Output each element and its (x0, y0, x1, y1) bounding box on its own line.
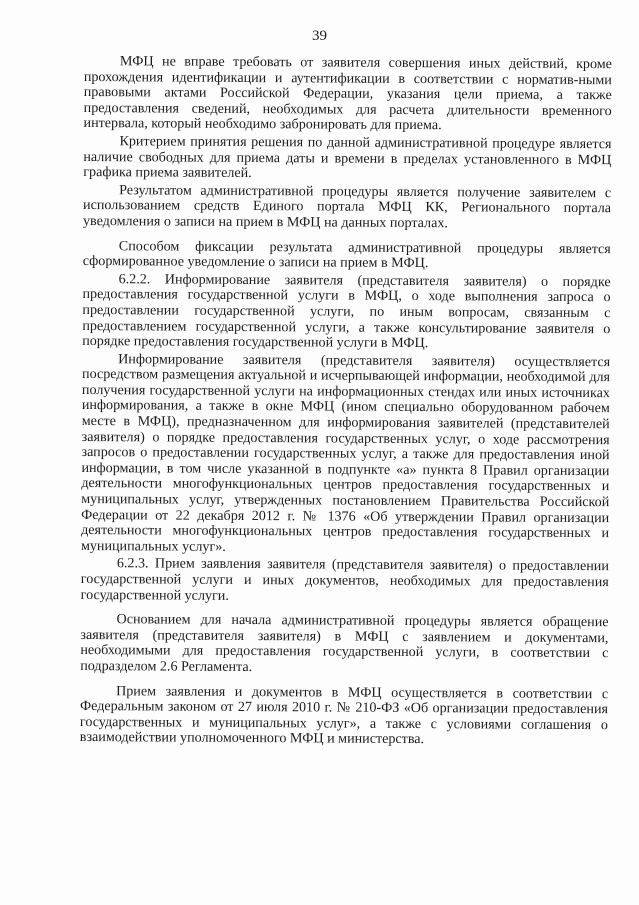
paragraph-result-fixation: Способом фиксации результата административной процедуры является сформированное уведомление о записи на прием в МФЦ. (82, 237, 611, 272)
paragraph-document-acceptance: Прием заявления и документов в МФЦ осуществляется в соответствии с Федеральным законом от 27 июля 2010 г. № 210-ФЗ «Об организации предоставления государственных и муниципальных услуг», а также с условиями соглашения о взаимодействии уполномоченного МФЦ и министерства. (79, 682, 609, 748)
paragraph-procedure-result: Результатом административной процедуры является получение заявителем с использованием средств Единого портала МФЦ КК, Регионального портала уведомления о записи на прием в МФЦ на данных порталах. (82, 181, 612, 232)
paragraph-informing: Информирование заявителя (представителя заявителя) осуществляется посредством размещения актуальной и исчерпывающей информации, необходимой для получения государственной услуги на информационных стендах или иных источниках информирования, а также в окне МФЦ (ином специально оборудованном рабочем месте в МФЦ), предназначенном для информирования заявителей (представителей заявителя) о порядке предоставления государственных услуг, о ходе рассмотрения запросов о предоставлении государственных услуг, а также для предоставления иной информации, в том числе указанной в подпункте «а» пункта 8 Правил организации деятельности многофункциональных центров предоставления государственных и муниципальных услуг, утвержденных постановлением Правительства Российской Федерации от 22 декабря 2012 г. № 1376 «Об утверждении Правил организации деятельности многофункциональных центров предоставления государственных и муниципальных услуг». (80, 350, 611, 555)
paragraph-section-6-2-2: 6.2.2. Информирование заявителя (представителя заявителя) о порядке предоставления государственной услуги в МФЦ, о ходе выполнения запроса о предоставлении государственной услуги, по иным вопросам, связанным с предоставлением государственной услуги, а также консультирование заявителя о порядке предоставления государственной услуги в МФЦ. (82, 270, 611, 352)
page-number: 39 (312, 28, 327, 44)
paragraph-decision-criterion: Критерием принятия решения по данной административной процедуре является наличие свободных для приема даты и времени в пределах установленного в МФЦ графика приема заявителей. (83, 133, 612, 182)
paragraph-identification: МФЦ не вправе требовать от заявителя совершения иных действий, кроме прохождения идентификации и аутентификации в соответствии с норматив-ными правовыми актами Российской Федерации, указания цели приема, а также предоставления сведений, необходимых для расчета длительности временного интервала, который необходимо забронировать для приема. (83, 53, 612, 134)
paragraph-section-6-2-3: 6.2.3. Прием заявления заявителя (представителя заявителя) о предоставлении государственной услуги и иных документов, необходимых для предоставления государственной услуги. (80, 555, 609, 604)
paragraph-procedure-basis: Основанием для начала административной процедуры является обращение заявителя (представителя заявителя) в МФЦ с заявлением и документами, необходимыми для предоставления государственной услуги, в соответствии с подразделом 2.6 Регламента. (80, 611, 609, 676)
document-body (80, 54, 612, 751)
